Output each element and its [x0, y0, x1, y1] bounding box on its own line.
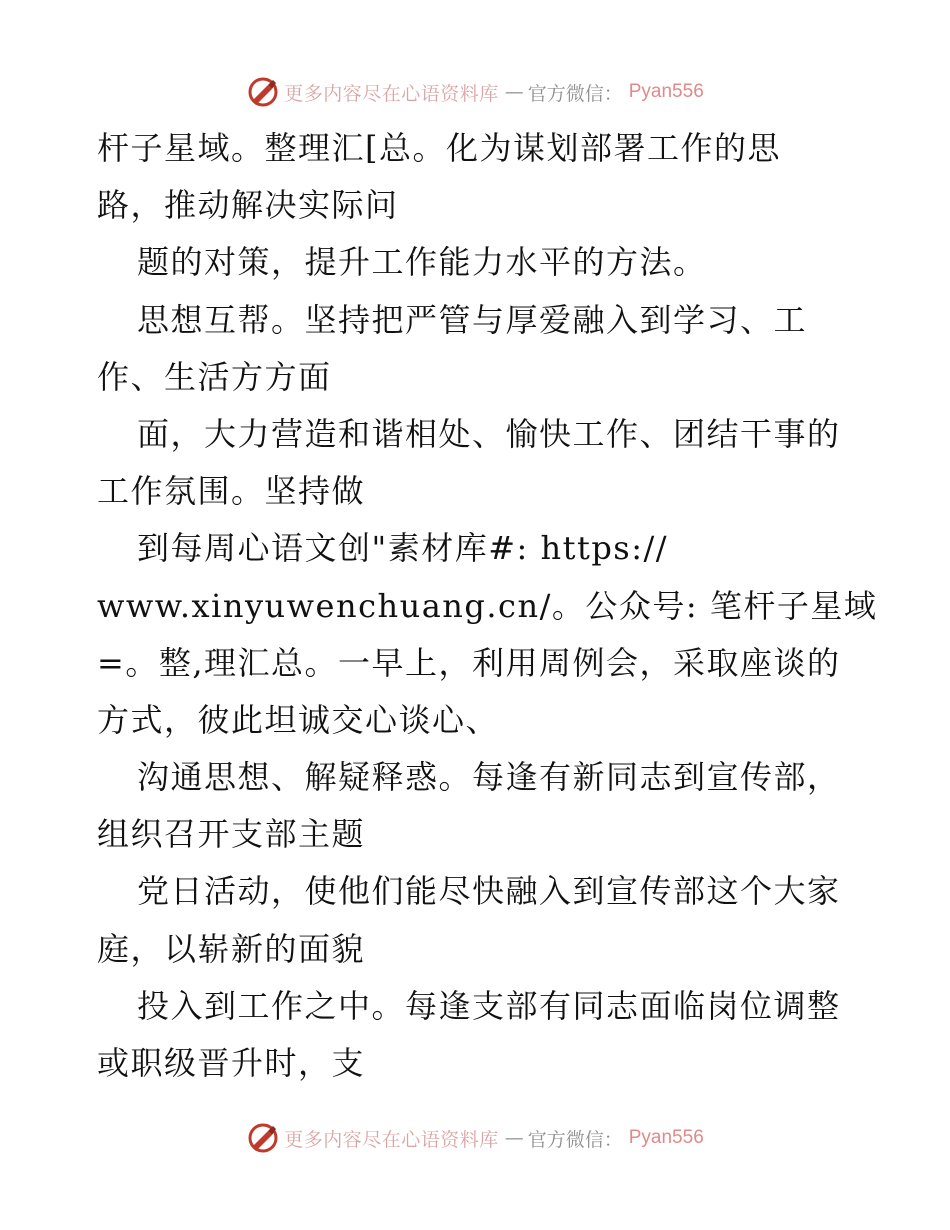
- body-line: 方式，彼此坦诚交心谈心、: [97, 700, 500, 739]
- body-line: 作、生活方方面: [97, 357, 332, 396]
- body-line: 党日活动，使他们能尽快融入到宣传部这个大家: [137, 872, 841, 911]
- banner-wechat-id: Pyan556: [628, 1127, 704, 1148]
- body-line: 思想互帮。坚持把严管与厚爱融入到学习、工: [137, 300, 808, 339]
- brand-logo-icon: [246, 1121, 280, 1155]
- banner-dash: —: [504, 1127, 524, 1149]
- body-line: 或职级晋升时，支: [97, 1044, 366, 1082]
- banner-slogan: 更多内容尽在心语资料库: [284, 1128, 499, 1151]
- body-line: =。整,理汇总。一早上，利用周例会，采取座谈的: [97, 643, 841, 682]
- body-line: 面，大力营造和谐相处、愉快工作、团结干事的: [137, 414, 841, 453]
- footer-watermark-inner: [246, 1121, 704, 1155]
- body-line: 沟通思想、解疑释惑。每逢有新同志到宣传部，: [137, 758, 841, 797]
- document-body: [97, 120, 878, 1092]
- body-line: 组织召开支部主题: [97, 815, 366, 854]
- body-line: www.xinyuwenchuang.cn/。公众号: 笔杆子星域: [97, 586, 878, 625]
- body-line: 投入到工作之中。每逢支部有同志面临岗位调整: [137, 986, 841, 1025]
- body-line: 杆子星域。整理汇[总。化为谋划部署工作的思: [97, 129, 781, 167]
- banner-dash: —: [504, 81, 524, 103]
- banner-wechat-label: 官方微信：: [527, 1128, 623, 1151]
- header-watermark-inner: [246, 75, 704, 109]
- body-line: 到每周心语文创"素材库#: https://: [137, 529, 669, 568]
- body-line: 路，推动解决实际问: [97, 186, 399, 225]
- body-line: 题的对策，提升工作能力水平的方法。: [137, 243, 707, 282]
- body-line: 庭，以崭新的面貌: [97, 929, 366, 968]
- banner-wechat-id: Pyan556: [628, 81, 704, 102]
- body-line: 工作氛围。坚持做: [97, 472, 366, 511]
- header-watermark-banner: [0, 72, 950, 112]
- banner-slogan: 更多内容尽在心语资料库: [284, 82, 499, 105]
- banner-wechat-label: 官方微信：: [527, 82, 623, 105]
- footer-watermark-banner: [0, 1118, 950, 1158]
- brand-logo-icon: [246, 75, 280, 109]
